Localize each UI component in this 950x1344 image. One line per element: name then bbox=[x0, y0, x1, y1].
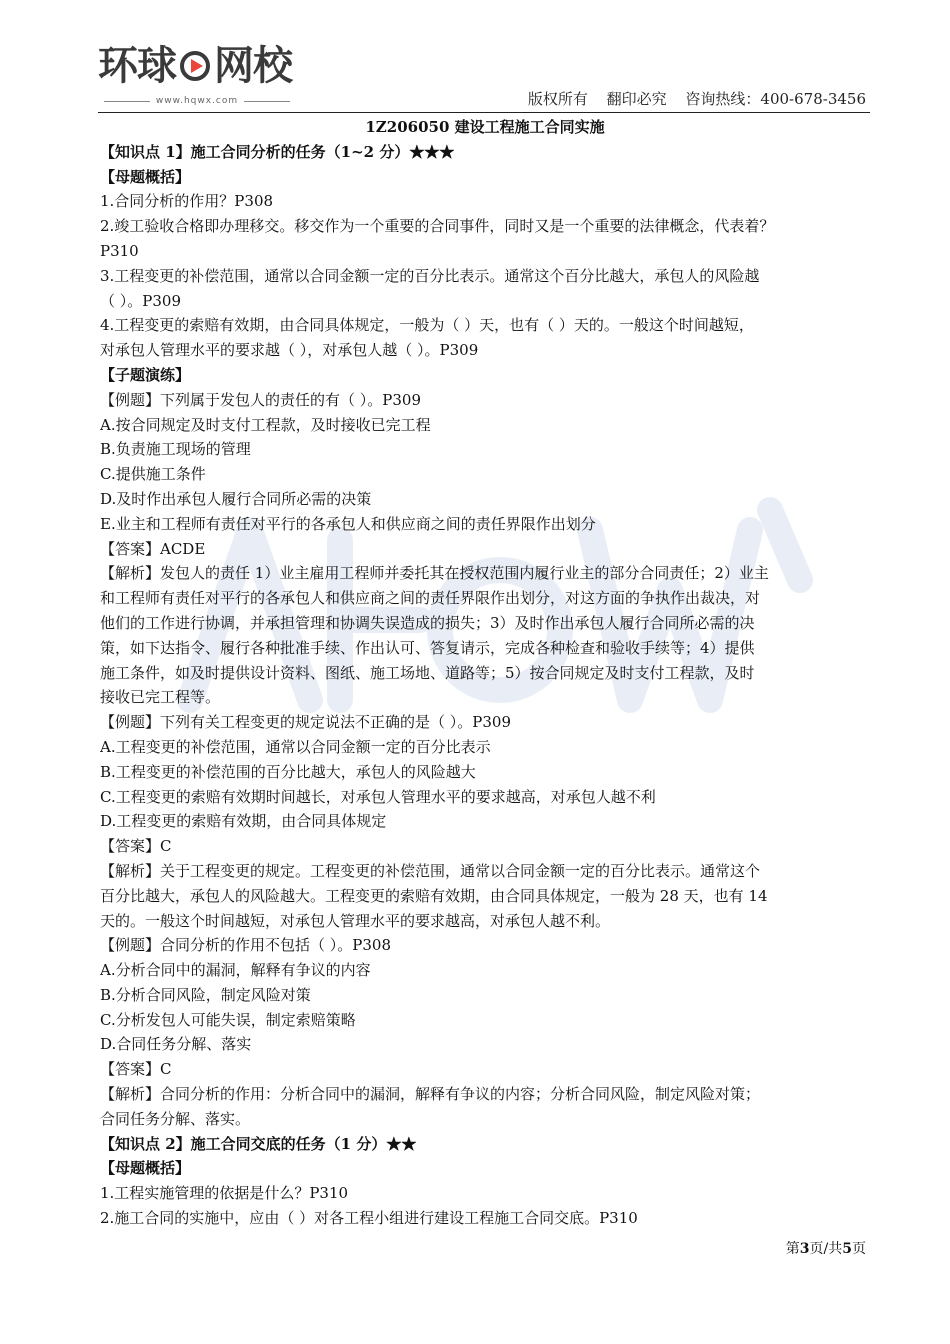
current-page-number: 3 bbox=[799, 1241, 810, 1257]
explanation-line: 百分比越大，承包人的风险越大。工程变更的索赔有效期，由合同具体规定，一般为 28 天，也有 14 bbox=[100, 886, 768, 905]
knowledge-point-1-heading: 【知识点 1】施工合同分析的任务（1~2 分）★★★ bbox=[100, 142, 455, 161]
knowledge-point-2-heading: 【知识点 2】施工合同交底的任务（1 分）★★ bbox=[100, 1134, 417, 1153]
explanation-line: 【解析】发包人的责任 1）业主雇用工程师并委托其在授权范围内履行业主的部分合同责任；2）业主 bbox=[100, 564, 769, 583]
text-line: 2.竣工验收合格即办理移交。移交作为一个重要的合同事件，同时又是一个重要的法律概念，代表着？ bbox=[100, 217, 775, 236]
explanation-line: 接收已完工程等。 bbox=[100, 688, 221, 707]
explanation-line: 天的。一般这个时间越短，对承包人管理水平的要求越高，对承包人越不利。 bbox=[100, 911, 611, 930]
option-line: B.负责施工现场的管理 bbox=[100, 440, 251, 459]
question-line: 【例题】下列有关工程变更的规定说法不正确的是（ ）。P309 bbox=[100, 713, 511, 732]
option-line: A.分析合同中的漏洞，解释有争议的内容 bbox=[100, 961, 371, 980]
logo-url: www.hqwx.com bbox=[104, 94, 290, 108]
explanation-line: 【解析】合同分析的作用：分析合同中的漏洞，解释有争议的内容；分析合同风险，制定风险对策； bbox=[100, 1085, 761, 1104]
text-line: 1.合同分析的作用？P308 bbox=[100, 192, 274, 211]
option-line: C.提供施工条件 bbox=[100, 465, 206, 484]
logo-text-left: 环球 bbox=[98, 43, 176, 89]
answer-line: 【答案】C bbox=[100, 1060, 172, 1079]
no-copy-text: 翻印必究 bbox=[606, 90, 667, 108]
explanation-line: 和工程师有责任对平行的各承包人和供应商之间的责任界限作出划分，对这方面的争执作出裁决，对 bbox=[100, 589, 761, 608]
play-circle-icon bbox=[178, 49, 212, 83]
answer-line: 【答案】ACDE bbox=[100, 539, 206, 558]
text-line: 2.施工合同的实施中，应由（ ）对各工程小组进行建设工程施工合同交底。P310 bbox=[100, 1209, 638, 1228]
explanation-line: 合同任务分解、落实。 bbox=[100, 1109, 251, 1128]
option-line: D.及时作出承包人履行合同所必需的决策 bbox=[100, 489, 372, 508]
document-title: 1Z206050 建设工程施工合同实施 bbox=[365, 118, 605, 136]
text-line: 对承包人管理水平的要求越（ ），对承包人越（ ）。P309 bbox=[100, 341, 479, 360]
footer-mid: 页/共 bbox=[809, 1241, 843, 1257]
section-heading: 【母题概括】 bbox=[100, 1159, 191, 1178]
section-heading: 【子题演练】 bbox=[100, 365, 191, 384]
document-body bbox=[100, 115, 870, 1231]
option-line: C.工程变更的索赔有效期时间越长，对承包人管理水平的要求越高，对承包人越不利 bbox=[100, 787, 656, 806]
hotline-text: 咨询热线：400-678-3456 bbox=[685, 90, 866, 108]
brand-logo bbox=[98, 42, 292, 90]
total-page-number: 5 bbox=[842, 1241, 852, 1257]
text-line: P310 bbox=[100, 241, 139, 260]
page-footer bbox=[786, 1238, 866, 1260]
text-line: 1.工程实施管理的依据是什么？P310 bbox=[100, 1184, 349, 1203]
answer-line: 【答案】C bbox=[100, 837, 172, 856]
option-line: D.工程变更的索赔有效期，由合同具体规定 bbox=[100, 812, 387, 831]
text-line: 4.工程变更的索赔有效期，由合同具体规定，一般为（ ）天，也有（ ）天的。一般这个时间越短， bbox=[100, 316, 754, 335]
explanation-line: 施工条件，如及时提供设计资料、图纸、施工场地、道路等；5）按合同规定及时支付工程款，及时 bbox=[100, 663, 755, 682]
question-line: 【例题】合同分析的作用不包括（ ）。P308 bbox=[100, 936, 391, 955]
option-line: A.按合同规定及时支付工程款，及时接收已完工程 bbox=[100, 415, 431, 434]
explanation-line: 【解析】关于工程变更的规定。工程变更的补偿范围，通常以合同金额一定的百分比表示。通常这个 bbox=[100, 861, 761, 880]
option-line: B.工程变更的补偿范围的百分比越大，承包人的风险越大 bbox=[100, 762, 476, 781]
option-line: B.分析合同风险，制定风险对策 bbox=[100, 985, 311, 1004]
text-line: 3.工程变更的补偿范围，通常以合同金额一定的百分比表示。通常这个百分比越大，承包人的风险越 bbox=[100, 266, 760, 285]
explanation-line: 他们的工作进行协调，并承担管理和协调失误造成的损失；3）及时作出承包人履行合同所必需的决 bbox=[100, 613, 755, 632]
footer-pre: 第 bbox=[785, 1241, 800, 1257]
question-line: 【例题】下列属于发包人的责任的有（ ）。P309 bbox=[100, 390, 421, 409]
option-line: A.工程变更的补偿范围，通常以合同金额一定的百分比表示 bbox=[100, 737, 491, 756]
section-heading: 【母题概括】 bbox=[100, 167, 191, 186]
logo-text-right: 网校 bbox=[214, 43, 292, 89]
header-notice bbox=[514, 88, 866, 110]
rights-text: 版权所有 bbox=[527, 90, 588, 108]
option-line: E.业主和工程师有责任对平行的各承包人和供应商之间的责任界限作出划分 bbox=[100, 514, 596, 533]
text-line: （ ）。P309 bbox=[100, 291, 181, 310]
option-line: D.合同任务分解、落实 bbox=[100, 1035, 252, 1054]
header-divider bbox=[98, 112, 870, 113]
footer-post: 页 bbox=[852, 1241, 866, 1257]
page-header bbox=[0, 0, 950, 114]
option-line: C.分析发包人可能失误，制定索赔策略 bbox=[100, 1010, 356, 1029]
explanation-line: 策，如下达指令、履行各种批准手续、作出认可、答复请示，完成各种检查和验收手续等；4）提供 bbox=[100, 638, 755, 657]
